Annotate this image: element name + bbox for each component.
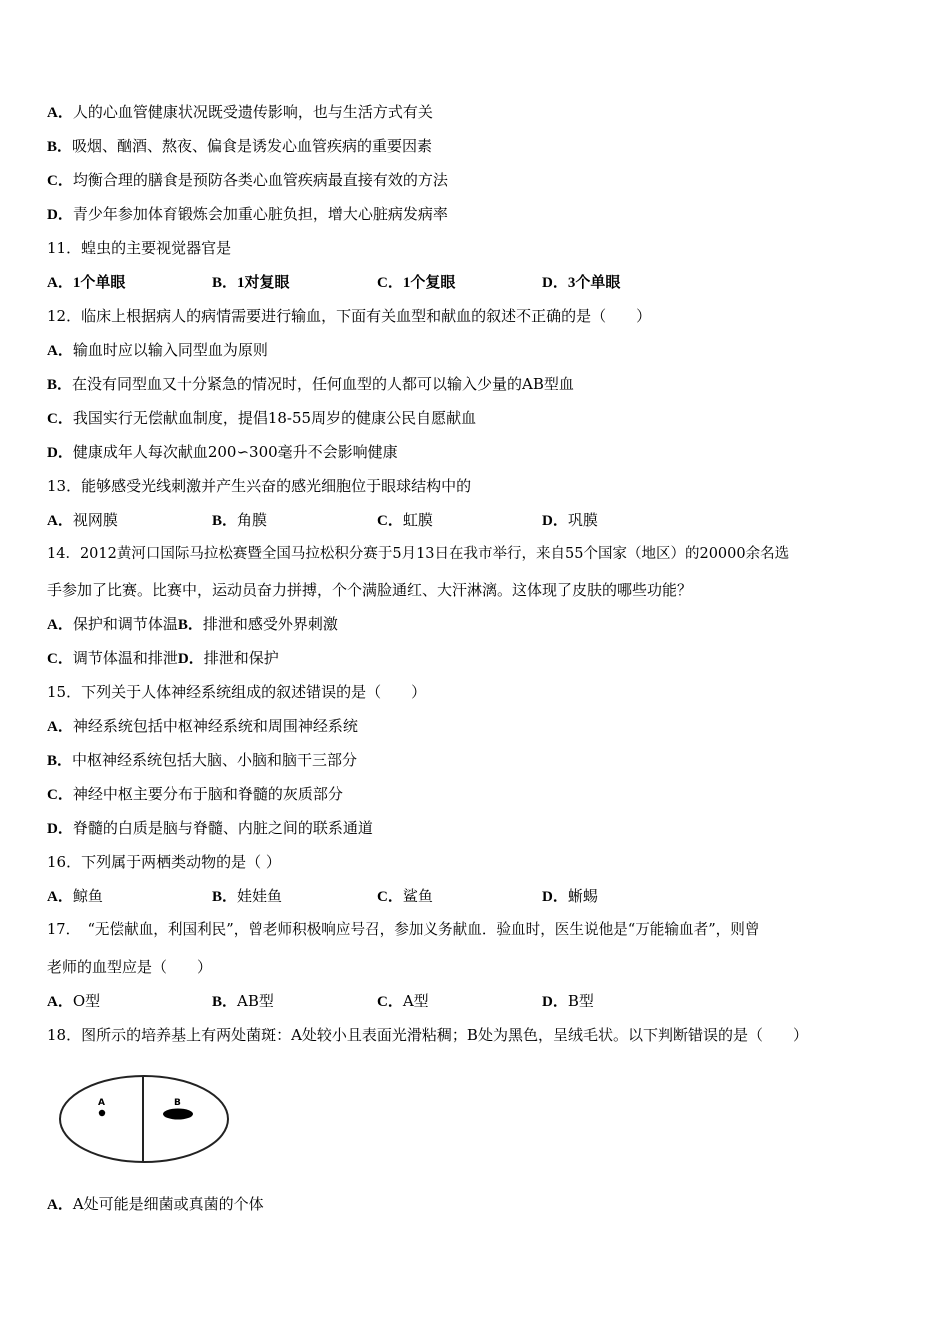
colony-b-spot	[163, 1109, 193, 1120]
q16-option-b: B．娃娃鱼	[212, 887, 283, 905]
q13-stem: 13．能够感受光线刺激并产生兴奋的感光细胞位于眼球结构中的	[47, 477, 472, 495]
q16-option-a: A．鲸鱼	[47, 887, 103, 905]
q12-option-c: C．我国实行无偿献血制度，提倡18-55周岁的健康公民自愿献血	[47, 409, 477, 427]
q12-option-a: A．输血时应以输入同型血为原则	[47, 341, 268, 359]
q13-option-a: A．视网膜	[47, 511, 118, 529]
q17-stem-line1: 17． “无偿献血，利国利民”，曾老师积极响应号召，参加义务献血．验血时，医生说他是“万能输血者”，则曾	[47, 921, 760, 938]
q10-option-d: D．青少年参加体育锻炼会加重心脏负担，增大心脏病发病率	[47, 205, 448, 223]
colony-b-label: B	[174, 1098, 181, 1108]
q11-option-d: D．3个单眼	[542, 275, 621, 291]
q17-option-d: D．B型	[542, 992, 594, 1010]
q12-option-b: B．在没有同型血又十分紧急的情况时，任何血型的人都可以输入少量的AB型血	[47, 375, 574, 393]
q10-option-a: A．人的心血管健康状况既受遗传影响，也与生活方式有关	[47, 103, 433, 121]
q13-option-c: C．虹膜	[377, 511, 433, 529]
colony-a-label: A	[98, 1098, 105, 1108]
q12-option-d: D．健康成年人每次献血200∽300毫升不会影响健康	[47, 443, 398, 461]
q13-option-b: B．角膜	[212, 511, 268, 529]
q16-option-c: C．鲨鱼	[377, 887, 433, 905]
q10-option-c: C．均衡合理的膳食是预防各类心血管疾病最直接有效的方法	[47, 171, 448, 189]
q13-option-d: D．巩膜	[542, 511, 598, 529]
q11-option-c: C．1个复眼	[377, 275, 456, 291]
q17-stem-line2: 老师的血型应是（ ）	[47, 958, 213, 976]
q11-stem: 11．蝗虫的主要视觉器官是	[47, 239, 232, 257]
q18-option-a: A．A处可能是细菌或真菌的个体	[47, 1195, 264, 1213]
petri-dish-figure	[58, 1074, 230, 1164]
q10-option-b: B．吸烟、酗酒、熬夜、偏食是诱发心血管疾病的重要因素	[47, 137, 433, 155]
q15-option-b: B．中枢神经系统包括大脑、小脑和脑干三部分	[47, 751, 358, 769]
q15-option-a: A．神经系统包括中枢神经系统和周围神经系统	[47, 717, 358, 735]
q15-stem: 15．下列关于人体神经系统组成的叙述错误的是（ ）	[47, 683, 427, 701]
q11-option-a: A．1个单眼	[47, 275, 126, 291]
q17-option-b: B．AB型	[212, 992, 274, 1010]
q12-stem: 12．临床上根据病人的病情需要进行输血，下面有关血型和献血的叙述不正确的是（ ）	[47, 307, 652, 325]
q14-stem-line1: 14．2012黄河口国际马拉松赛暨全国马拉松积分赛于5月13日在我市举行，来自55个国家（地区）的20000余名选	[47, 546, 790, 562]
q14-stem-line2: 手参加了比赛。比赛中，运动员奋力拼搏，个个满脸通红、大汗淋漓。这体现了皮肤的哪些功能？	[47, 581, 693, 599]
q17-option-c: C．A型	[377, 992, 429, 1010]
q18-stem: 18．图所示的培养基上有两处菌斑：A处较小且表面光滑粘稠；B处为黑色，呈绒毛状。以下判断错误的是（ ）	[47, 1026, 808, 1044]
q16-stem: 16．下列属于两栖类动物的是（ ）	[47, 853, 281, 871]
q15-option-c: C．神经中枢主要分布于脑和脊髓的灰质部分	[47, 785, 343, 803]
q14-options-row2: C．调节体温和排泄D．排泄和保护	[47, 649, 279, 667]
colony-a-spot	[99, 1110, 105, 1116]
q14-options-row1: A．保护和调节体温B．排泄和感受外界刺激	[47, 615, 338, 633]
q16-option-d: D．蜥蜴	[542, 887, 598, 905]
q15-option-d: D．脊髓的白质是脑与脊髓、内脏之间的联系通道	[47, 819, 373, 837]
q17-option-a: A．O型	[47, 992, 101, 1010]
q11-option-b: B．1对复眼	[212, 275, 290, 291]
